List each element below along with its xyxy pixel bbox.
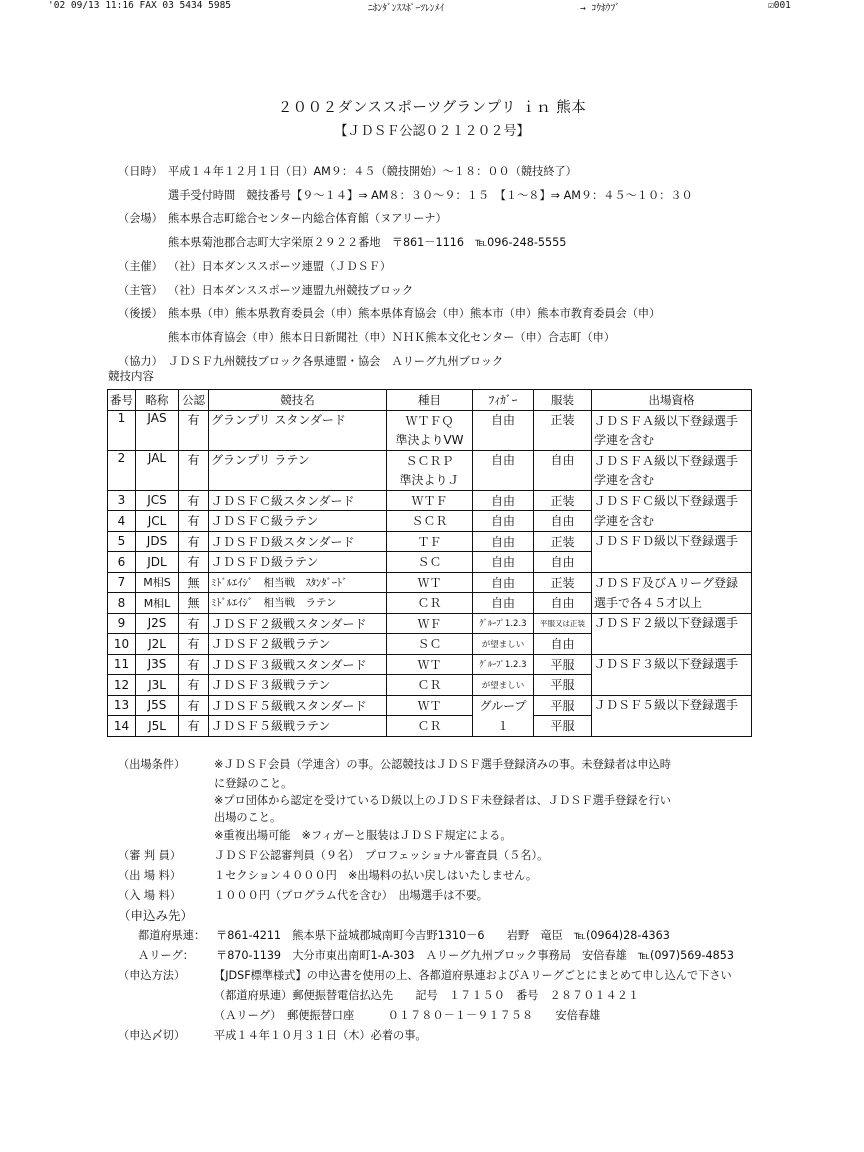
cell-event: ＣＲ: [387, 593, 473, 614]
cell-event-sub: 準決よりＪ: [387, 470, 473, 490]
event-info: [118, 160, 838, 373]
info-row: [118, 255, 838, 279]
cell-dress: 正装: [534, 531, 592, 552]
cell-event: ＳＣＲＰ: [387, 450, 473, 470]
cell-figure: が望ましい: [473, 634, 534, 655]
note-text: （Ａリーグ） 郵便振替口座 ０１７８０－１－９１７５８ 安倍春雄: [214, 1009, 601, 1022]
cell-event: ＷＦ: [387, 613, 473, 634]
cell-name: ＪＤＳＦＤ級スタンダード: [209, 531, 387, 552]
cell-figure: ｸﾞﾙｰﾌﾟ1.2.3: [473, 654, 534, 675]
cell-dress: 自由: [534, 552, 592, 573]
cell-figure: 自由: [473, 410, 534, 450]
info-label: （主催）: [118, 259, 163, 273]
info-text: （社）日本ダンススポーツ連盟（ＪＤＳＦ）: [168, 259, 392, 273]
note-text: １０００円（プログラム代を含む） 出場選手は不要。: [214, 889, 488, 902]
cell-abbr: J5L: [136, 716, 179, 737]
info-text: 熊本県合志町総合センター内総合体育館（ヌアリーナ）: [168, 212, 447, 226]
cell-official: 有: [179, 490, 209, 511]
note-label: Ａリーグ：: [138, 949, 194, 962]
cell-dress: 平服又は正装: [534, 613, 592, 634]
cell-no: 12: [108, 675, 136, 696]
table-row: [108, 613, 752, 634]
note-text: 〒870-1139 大分市東出南町1-A-303 Ａリーグ九州ブロック事務局 安倍春雄 ℡(097)569-4853: [216, 949, 734, 962]
cell-figure: 自由: [473, 490, 534, 511]
cell-official: 有: [179, 675, 209, 696]
note-row: [118, 775, 838, 792]
cell-official: 無: [179, 572, 209, 593]
cell-abbr: M相L: [136, 593, 179, 614]
cell-name: ﾐﾄﾞﾙｴｲｼﾞ 相当戦 ラテン: [209, 593, 387, 614]
info-text: 選手受付時間 競技番号【９～１４】⇒ AM８：３０～９：１５ 【１～８】⇒ AM９：４５～１０：３０: [168, 188, 693, 202]
info-row: [118, 231, 838, 255]
cell-name: ＪＤＳＦ３級戦スタンダード: [209, 654, 387, 675]
note-row: [118, 866, 838, 886]
cell-event: ＷＴＦＱ: [387, 410, 473, 430]
col-header: 公認: [179, 390, 209, 411]
note-text: ※ＪＤＳＦ会員（学連含）の事。公認競技はＪＤＳＦ選手登録済みの事。未登録者は申込時: [214, 758, 671, 771]
cell-abbr: M相S: [136, 572, 179, 593]
cell-qual: 学連を含む: [592, 511, 752, 532]
note-label: （出場条件）: [118, 758, 186, 771]
note-label: （審 判 員）: [118, 849, 182, 862]
page-subtitle: 【ＪＤＳＦ公認０２１２０２号】: [334, 124, 530, 139]
cell-no: 9: [108, 613, 136, 634]
info-row: [118, 350, 838, 374]
info-label: （会場）: [118, 212, 163, 226]
cell-abbr: JAS: [136, 410, 179, 450]
cell-abbr: JDS: [136, 531, 179, 552]
note-row: [118, 886, 838, 906]
cell-official: 有: [179, 695, 209, 716]
cell-name: ＪＤＳＦＣ級ラテン: [209, 511, 387, 532]
note-text: １セクション４０００円 ※出場料の払い戻しはいたしません。: [214, 869, 538, 882]
cell-dress: 正装: [534, 410, 592, 450]
col-header: 番号: [108, 390, 136, 411]
note-text: ※重複出場可能 ※フィガーと服装はＪＤＳＦ規定による。: [214, 829, 512, 842]
cell-official: 有: [179, 716, 209, 737]
cell-no: 6: [108, 552, 136, 573]
cell-figure: 自由: [473, 552, 534, 573]
cell-qual: 選手で各４５才以上: [592, 593, 752, 614]
table-row: [108, 511, 752, 532]
cell-event: ＴＦ: [387, 531, 473, 552]
cell-dress: 平服: [534, 675, 592, 696]
fax-header: [0, 0, 864, 14]
table-caption: 競技内容: [108, 369, 154, 383]
cell-no: 13: [108, 695, 136, 716]
cell-name: ＪＤＳＦ３級戦ラテン: [209, 675, 387, 696]
cell-event: ＳＣ: [387, 552, 473, 573]
cell-name: ＪＤＳＦ２級戦スタンダード: [209, 613, 387, 634]
cell-no: 7: [108, 572, 136, 593]
info-text: 熊本県（申）熊本県教育委員会（申）熊本県体育協会（申）熊本市（申）熊本市教育委員会（申）: [168, 307, 661, 321]
info-text: 平成１４年１２月１日（日）AM９：４５（競技開始）～１８：００（競技終了）: [168, 165, 577, 178]
cell-qual: ＪＤＳＦ５級以下登録選手: [592, 695, 752, 736]
cell-official: 有: [179, 654, 209, 675]
cell-qual-sub: 学連を含む: [592, 430, 752, 450]
cell-dress: 正装: [534, 572, 592, 593]
table-header-row: [108, 390, 752, 411]
cell-dress: 自由: [534, 450, 592, 490]
info-text: ＪＤＳＦ九州競技ブロック各県連盟・協会 Ａリーグ九州ブロック: [168, 354, 504, 368]
cell-qual: ＪＤＳＦＡ級以下登録選手: [592, 450, 752, 470]
info-label: （主管）: [118, 283, 163, 297]
cell-no: 11: [108, 654, 136, 675]
cell-event: ＳＣＲ: [387, 511, 473, 532]
note-row: [118, 809, 838, 826]
note-label: （入 場 料）: [118, 889, 182, 902]
cell-abbr: JAL: [136, 450, 179, 490]
cell-name: ＪＤＳＦＣ級スタンダード: [209, 490, 387, 511]
table-row: [108, 531, 752, 552]
table-row: [108, 450, 752, 470]
cell-abbr: J2L: [136, 634, 179, 655]
table-row: [108, 654, 752, 675]
info-row: [118, 279, 838, 303]
info-row: [118, 207, 838, 231]
cell-dress: 自由: [534, 511, 592, 532]
table-row: [108, 490, 752, 511]
cell-abbr: J2S: [136, 613, 179, 634]
note-row: [118, 986, 838, 1006]
cell-figure: 自由: [473, 511, 534, 532]
fax-datetime: '02 09/13 11:16 FAX 03 5434 5985: [48, 0, 232, 11]
events-table: [107, 389, 752, 737]
cell-dress: 平服: [534, 695, 592, 716]
fax-page-number: ☑001: [768, 0, 791, 11]
cell-no: 8: [108, 593, 136, 614]
cell-dress: 自由: [534, 634, 592, 655]
col-header: ﾌｨｶﾞｰ: [473, 390, 534, 411]
cell-event: ＳＣ: [387, 634, 473, 655]
note-label: （申込み先）: [118, 908, 194, 923]
cell-name: ＪＤＳＦ５級戦スタンダード: [209, 695, 387, 716]
table-row: [108, 695, 752, 716]
cell-figure: ｸﾞﾙｰﾌﾟ1.2.3: [473, 613, 534, 634]
cell-official: 無: [179, 593, 209, 614]
cell-no: 5: [108, 531, 136, 552]
cell-abbr: J5S: [136, 695, 179, 716]
note-row: [118, 966, 838, 986]
cell-abbr: JCS: [136, 490, 179, 511]
cell-dress: 平服: [534, 654, 592, 675]
cell-official: 有: [179, 410, 209, 450]
info-text: 熊本市体育協会（申）熊本日日新聞社（申）ＮＨＫ熊本文化センター（申）合志町（申）: [168, 330, 616, 344]
cell-qual: ＪＤＳＦＣ級以下登録選手: [592, 490, 752, 511]
col-header: 出場資格: [592, 390, 752, 411]
cell-no: 1: [108, 410, 136, 450]
col-header: 略称: [136, 390, 179, 411]
note-row: [118, 926, 838, 946]
notes-section: [118, 755, 838, 1046]
fax-destination: → ｺｳﾎｳﾌﾞ: [580, 3, 620, 14]
note-row: [118, 826, 838, 846]
cell-figure: 自由: [473, 572, 534, 593]
table-row: [108, 572, 752, 593]
cell-no: 10: [108, 634, 136, 655]
cell-event: ＣＲ: [387, 716, 473, 737]
cell-qual: ＪＤＳＦ２級以下登録選手: [592, 613, 752, 654]
cell-name: グランプリ ラテン: [209, 450, 387, 490]
cell-name: ﾐﾄﾞﾙｴｲｼﾞ 相当戦 ｽﾀﾝﾀﾞｰﾄﾞ: [209, 572, 387, 593]
note-row: [118, 946, 838, 966]
info-row: [118, 184, 838, 208]
cell-figure: 自由: [473, 450, 534, 490]
note-row: [118, 792, 838, 809]
cell-abbr: JCL: [136, 511, 179, 532]
cell-dress: 正装: [534, 490, 592, 511]
info-label: （協力）: [118, 354, 163, 368]
note-label: 都道府県連：: [138, 929, 206, 942]
cell-no: 4: [108, 511, 136, 532]
cell-figure: 自由: [473, 593, 534, 614]
note-text: に登録のこと。: [214, 777, 293, 790]
note-text: ＪＤＳＦ公認審判員（９名） プロフェッショナル審査員（５名）。: [214, 849, 549, 862]
cell-figure: グループ: [473, 695, 534, 716]
cell-name: ＪＤＳＦ５級戦ラテン: [209, 716, 387, 737]
cell-qual-sub: 学連を含む: [592, 470, 752, 490]
cell-event-sub: 準決よりVW: [387, 430, 473, 450]
cell-no: 3: [108, 490, 136, 511]
cell-figure: 自由: [473, 531, 534, 552]
col-header: 種目: [387, 390, 473, 411]
note-label: （申込方法）: [118, 969, 186, 982]
cell-dress: 平服: [534, 716, 592, 737]
table-row: [108, 410, 752, 430]
cell-official: 有: [179, 450, 209, 490]
cell-no: 14: [108, 716, 136, 737]
cell-event: ＷＴＦ: [387, 490, 473, 511]
col-header: 服装: [534, 390, 592, 411]
info-text: 熊本県菊池郡合志町大字栄原２９２２番地 〒861－1116 ℡096-248-5555: [168, 236, 567, 250]
cell-figure: が望ましい: [473, 675, 534, 696]
note-row: [118, 1006, 838, 1026]
cell-official: 有: [179, 634, 209, 655]
cell-qual: ＪＤＳＦ及びＡリーグ登録: [592, 572, 752, 593]
fax-sender: ﾆﾎﾝﾀﾞﾝｽｽﾎﾟｰﾂﾚﾝﾒｲ: [368, 3, 445, 14]
cell-event: ＷＴ: [387, 695, 473, 716]
info-label: （後援）: [118, 307, 163, 321]
col-header: 競技名: [209, 390, 387, 411]
cell-qual: ＪＤＳＦ３級以下登録選手: [592, 654, 752, 695]
note-text: 【JDSF標準様式】の申込書を使用の上、各都道府県連およびＡリーグごとにまとめて申し込んで下さい: [214, 969, 732, 982]
cell-no: 2: [108, 450, 136, 490]
cell-event: ＣＲ: [387, 675, 473, 696]
info-text: （社）日本ダンススポーツ連盟九州競技ブロック: [168, 283, 414, 297]
info-row: [118, 160, 838, 184]
note-text: 平成１４年１０月３１日（木）必着の事。: [214, 1029, 427, 1042]
cell-abbr: J3S: [136, 654, 179, 675]
cell-name: グランプリ スタンダード: [209, 410, 387, 450]
info-row: [118, 326, 838, 350]
note-text: ※プロ団体から認定を受けているＤ級以上のＪＤＳＦ未登録者は、ＪＤＳＦ選手登録を行い: [214, 794, 671, 807]
page-title: ２００２ダンススポーツグランプリ ｉｎ 熊本: [277, 100, 587, 116]
cell-official: 有: [179, 613, 209, 634]
cell-abbr: J3L: [136, 675, 179, 696]
table-row: [108, 593, 752, 614]
cell-event: ＷＴ: [387, 654, 473, 675]
note-text: （都道府県連）郵便振替電信払込先 記号 １７１５０ 番号 ２８７０１４２１: [214, 989, 640, 1002]
cell-official: 有: [179, 552, 209, 573]
cell-official: 有: [179, 531, 209, 552]
cell-event: ＷＴ: [387, 572, 473, 593]
note-text: 出場のこと。: [214, 811, 282, 824]
cell-name: ＪＤＳＦＤ級ラテン: [209, 552, 387, 573]
cell-abbr: JDL: [136, 552, 179, 573]
cell-official: 有: [179, 511, 209, 532]
cell-figure: １: [473, 716, 534, 737]
info-row: [118, 302, 838, 326]
note-text: 〒861-4211 熊本県下益城郡城南町今吉野1310－6 岩野 竜臣 ℡(0964)28-4363: [216, 929, 670, 942]
cell-name: ＪＤＳＦ２級戦ラテン: [209, 634, 387, 655]
note-label: （出 場 料）: [118, 869, 182, 882]
note-row: [118, 846, 838, 866]
note-label: （申込〆切）: [118, 1029, 186, 1042]
cell-dress: 自由: [534, 593, 592, 614]
note-row: [118, 906, 838, 926]
info-label: （日時）: [118, 165, 163, 178]
cell-qual: ＪＤＳＦＤ級以下登録選手: [592, 531, 752, 572]
note-row: [118, 1026, 838, 1046]
note-row: [118, 755, 838, 775]
cell-qual: ＪＤＳＦＡ級以下登録選手: [592, 410, 752, 430]
